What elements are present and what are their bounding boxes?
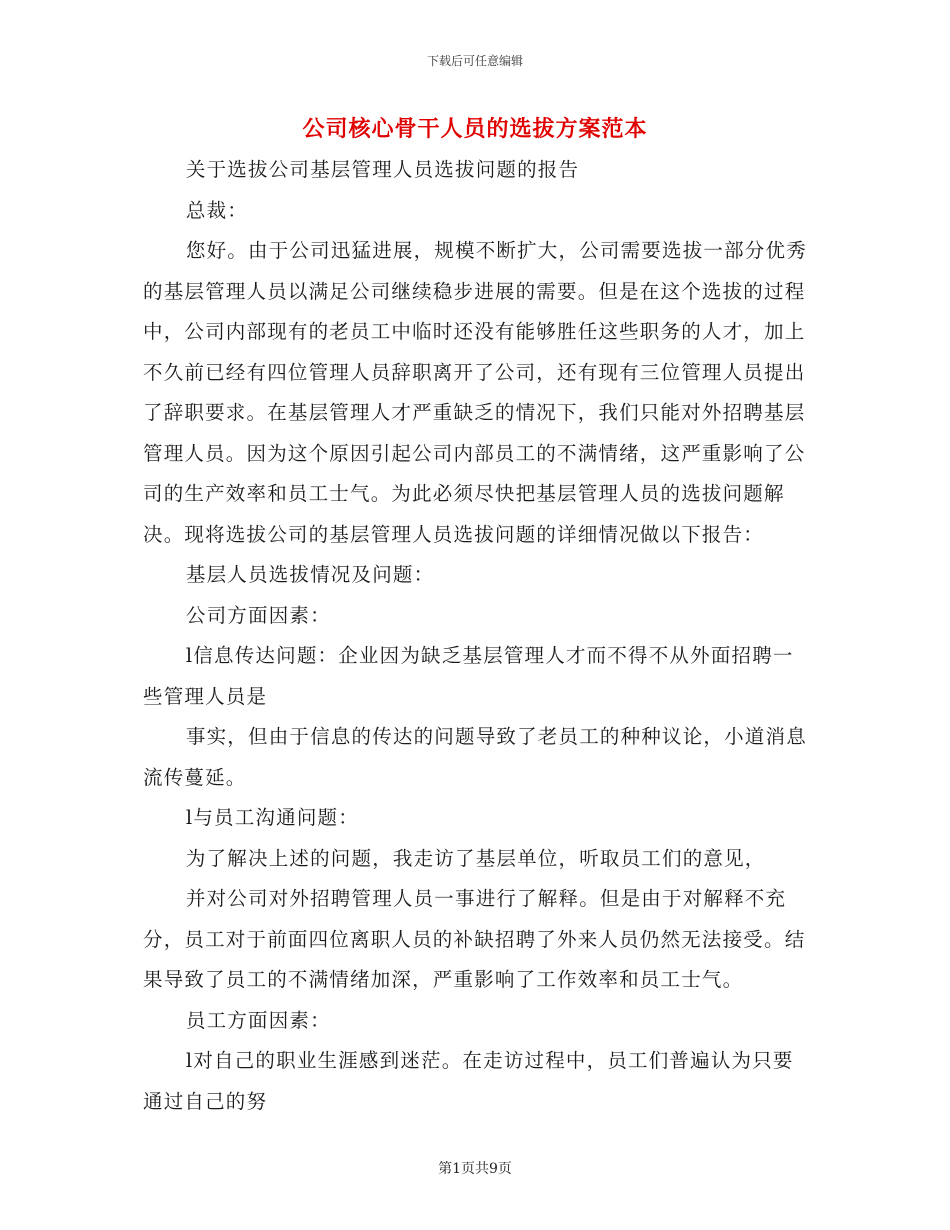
paragraph: 并对公司对外招聘管理人员一事进行了解释。但是由于对解释不充分，员工对于前面四位离职人员的补缺招聘了外来人员仍然无法接受。结果导致了员工的不满情绪加深，严重影响了工作效率和员工士气。 [143,887,806,991]
paragraph: 公司方面因素： [185,603,331,627]
page-header: 下载后可任意编辑 [426,54,523,68]
paragraph: 员工方面因素： [185,1008,331,1032]
document-body [143,150,813,1122]
paragraph: l对自己的职业生涯感到迷茫。在走访过程中，员工们普遍认为只要通过自己的努 [143,1049,794,1113]
paragraph: 您好。由于公司迅猛进展，规模不断扩大，公司需要选拔一部分优秀的基层管理人员以满足公司继续稳步进展的需要。但是在这个选拔的过程中，公司内部现有的老员工中临时还没有能够胜任这些职务的人才，加上不久前已经有四位管理人员辞职离开了公司，还有现有三位管理人员提出了辞职要求。在基层管理人才严重缺乏的情况下，我们只能对外招聘基层管理人员。因为这个原因引起公司内部员工的不满情绪，这严重影响了公司的生产效率和员工士气。为此必须尽快把基层管理人员的选拔问题解决。现将选拔公司的基层管理人员选拔问题的详细情况做以下报告： [143,239,807,546]
paragraph: 关于选拔公司基层管理人员选拔问题的报告 [185,158,580,181]
paragraph: 为了解决上述的问题，我走访了基层单位，听取员工们的意见， [185,846,766,870]
paragraph: 事实，但由于信息的传达的问题导致了老员工的种种议论，小道消息流传蔓延。 [143,725,807,789]
document-title: 公司核心骨干人员的选拔方案范本 [302,116,648,142]
paragraph: 总裁： [185,198,248,222]
paragraph: l信息传达问题：企业因为缺乏基层管理人才而不得不从外面招聘一些管理人员是 [143,644,794,708]
paragraph: 基层人员选拔情况及问题： [185,563,435,586]
paragraph: l与员工沟通问题： [185,806,359,829]
page-footer: 第1页共9页 [438,1161,512,1177]
